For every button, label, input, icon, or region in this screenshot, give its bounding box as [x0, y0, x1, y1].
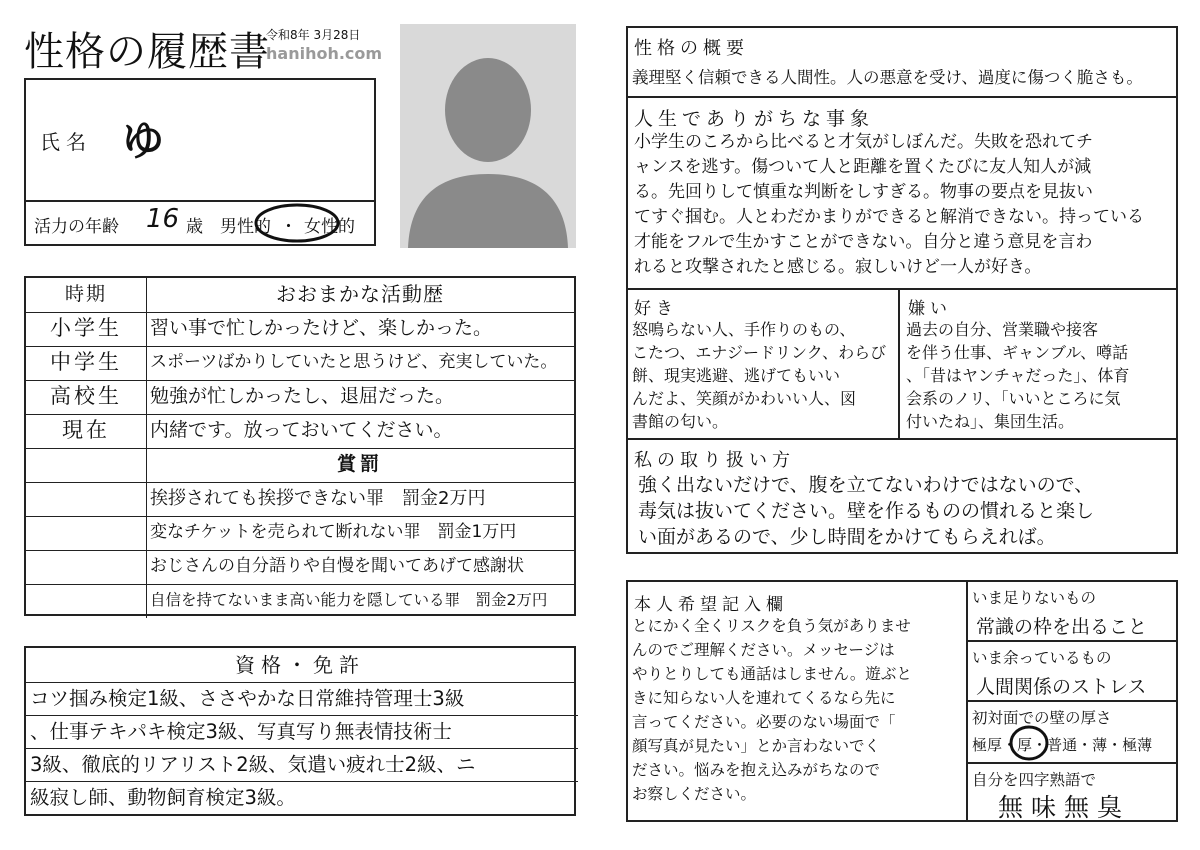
text-line: 餅、現実逃避、逃げてもいい [632, 366, 841, 385]
vital-age-value: 16 [146, 204, 180, 234]
name-row [26, 80, 374, 202]
wall-option-selected: 厚 [1017, 736, 1033, 754]
gender-separator: ・ [280, 217, 297, 237]
col-history-header: おおまかな活動歴 [276, 282, 444, 306]
overview-text: 義理堅く信頼できる人間性。人の悪意を受け、過度に傷つく脆さも。 [632, 68, 1143, 87]
table-header-row [26, 278, 574, 313]
text-line: 、「昔はヤンチャだった」、体育 [906, 366, 1130, 385]
handling-label: 私の取り扱い方 [634, 450, 795, 471]
wish-section [628, 582, 968, 820]
idiom-section [968, 764, 1176, 820]
separator: ・ [1032, 736, 1048, 754]
text-line: 小学生のころから比べると才気がしぼんだ。失敗を恐れてチ [634, 132, 1093, 152]
table-row [26, 482, 574, 517]
life-events-text [634, 130, 1144, 280]
name-box [24, 78, 376, 246]
award-cell: 変なチケットを売られて断れない罪 罰金1万円 [150, 522, 517, 542]
empty-cell [26, 482, 147, 516]
wish-label: 本人希望記入欄 [634, 595, 788, 615]
separator: ・ [1077, 736, 1093, 754]
site-name: hanihoh.com [266, 44, 383, 63]
text-line: 会系のノリ、「いいところに気 [906, 389, 1121, 408]
wall-option: 薄 [1092, 736, 1108, 754]
text-line: 付いたね」、集団生活。 [906, 412, 1075, 431]
text-line: る。先回りして慎重な判断をしすぎる。物事の要点を見抜い [634, 182, 1093, 202]
text-line: ださい。悩みを抱え込みがちなので [632, 761, 881, 779]
likes-label: 好き [634, 299, 678, 319]
table-row [26, 550, 574, 585]
text-line: れると攻撃されたと感じる。寂しいけど一人が好き。 [634, 257, 1042, 277]
wall-option: 極薄 [1122, 736, 1153, 754]
surplus-value: 人間関係のストレス [976, 676, 1147, 698]
life-events-label: 人生でありがちな事象 [634, 108, 875, 130]
text-line: んのでご理解ください。メッセージは [632, 641, 895, 659]
surplus-section [968, 642, 1176, 702]
empty-cell [26, 448, 147, 482]
text-line: てすぐ掴む。人とわだかまりができると解消できない。持っている [634, 207, 1144, 227]
history-cell: 習い事で忙しかったけど、楽しかった。 [150, 317, 493, 339]
lacking-section [968, 582, 1176, 642]
wall-section [968, 702, 1176, 764]
date-text: 令和8年 3月28日 [266, 28, 361, 42]
text-line: 顔写真が見たい」とか言わないでく [632, 737, 881, 755]
license-line: コツ掴み検定1級、ささやかな日常維持管理士3級 [26, 682, 578, 716]
wall-option: 極厚 [972, 736, 1003, 754]
wish-text [632, 614, 912, 806]
wall-label: 初対面での壁の厚さ [972, 709, 1112, 727]
history-cell: 内緒です。放っておいてください。 [150, 419, 453, 441]
text-line: んだよ、笑顔がかわいい人、図 [632, 389, 857, 408]
life-events-section [628, 98, 1176, 290]
likes-text [632, 318, 886, 433]
text-line: 毒気は抜いてください。壁を作るものの慣れると楽し [638, 500, 1095, 522]
gender-male: 男性的 [220, 217, 271, 237]
dislikes-section [900, 290, 1176, 440]
text-line: 書館の匂い。 [632, 412, 729, 431]
text-line: い面があるので、少し時間をかけてもらえれば。 [638, 526, 1056, 548]
text-line: 過去の自分、営業職や接客 [906, 320, 1099, 339]
period-cell: 中学生 [26, 346, 147, 380]
overview-label: 性格の概要 [634, 38, 749, 59]
period-cell: 小学生 [26, 312, 147, 346]
text-line: 怒鳴らない人、手作りのもの、 [632, 320, 856, 339]
text-line: 言ってください。必要のない場面で「 [632, 713, 896, 731]
text-line: ャンスを逃す。傷ついて人と距離を置くたびに友人知人が減 [634, 157, 1092, 177]
page-title: 性格の履歴書 [24, 29, 270, 75]
lacking-label: いま足りないもの [972, 589, 1097, 607]
dislikes-label: 嫌い [908, 299, 952, 319]
table-row [26, 380, 574, 415]
license-line: 3級、徹底的リアリスト2級、気遣い疲れ士2級、ニ [26, 748, 578, 782]
table-row [26, 516, 574, 551]
text-line: お察しください。 [632, 785, 757, 803]
personality-box [626, 26, 1178, 554]
awards-header: 賞罰 [336, 453, 383, 475]
overview-section [628, 28, 1176, 98]
text-line: 強く出ないだけで、腹を立てないわけではないので、 [638, 474, 1094, 496]
name-value: ゆ [122, 116, 165, 165]
period-cell: 現在 [26, 414, 147, 448]
table-row [26, 346, 574, 381]
selection-circle [252, 202, 342, 244]
gender-female: 女性的 [304, 217, 355, 237]
text-line: とにかく全くリスクを負う気がありませ [632, 617, 911, 635]
lacking-value: 常識の枠を出ること [976, 616, 1148, 638]
table-row [26, 584, 574, 618]
license-line: 級寂し師、動物飼育検定3級。 [30, 786, 296, 809]
idiom-label: 自分を四字熟語で [972, 771, 1097, 789]
idiom-value: 無味無臭 [998, 793, 1131, 822]
handling-text [638, 472, 1094, 550]
award-cell: 自信を持てないまま高い能力を隠している罪 罰金2万円 [150, 591, 548, 609]
likes-section [628, 290, 900, 440]
awards-header-row [26, 448, 574, 483]
licenses-box [24, 646, 576, 816]
separator: ・ [1107, 736, 1123, 754]
text-line: きに知らない人を連れてくるなら先に [632, 689, 896, 707]
person-silhouette-icon [400, 24, 576, 248]
table-row [26, 414, 574, 449]
award-cell: おじさんの自分語りや自慢を聞いてあげて感謝状 [150, 556, 524, 576]
surplus-label: いま余っているもの [972, 649, 1112, 667]
licenses-header: 資格・免許 [26, 648, 574, 683]
history-cell: 勉強が忙しかったし、退屈だった。 [150, 385, 455, 407]
vital-age-row [26, 200, 374, 246]
text-line: 才能をフルで生かすことができない。自分と違う意見を言わ [634, 232, 1093, 252]
wish-box [626, 580, 1178, 822]
empty-cell [26, 516, 147, 550]
empty-cell [26, 584, 147, 618]
empty-cell [26, 550, 147, 584]
period-cell: 高校生 [26, 380, 147, 414]
name-label: 氏名 [40, 130, 92, 154]
selection-circle [1008, 724, 1050, 762]
text-line: を伴う仕事、ギャンブル、噂話 [906, 343, 1129, 362]
table-row [26, 312, 574, 347]
col-period-header: 時期 [26, 278, 147, 312]
text-line: やりとりしても通話はしません。遊ぶと [632, 665, 912, 683]
dislikes-text [906, 318, 1129, 433]
award-cell: 挨拶されても挨拶できない罪 罰金2万円 [150, 488, 486, 509]
handling-section [628, 440, 1176, 552]
photo-placeholder [400, 24, 576, 248]
activity-table [24, 276, 576, 616]
wall-options [972, 734, 1152, 755]
text-line: こたつ、エナジードリンク、わらび [632, 343, 887, 362]
history-cell: スポーツばかりしていたと思うけど、充実していた。 [150, 352, 558, 372]
wall-option: 普通 [1047, 736, 1078, 754]
age-unit: 歳 [186, 217, 203, 237]
license-line: 、仕事テキパキ検定3級、写真写り無表情技術士 [26, 715, 578, 749]
vital-age-label: 活力の年齢 [34, 217, 119, 237]
separator: ・ [1002, 736, 1018, 754]
